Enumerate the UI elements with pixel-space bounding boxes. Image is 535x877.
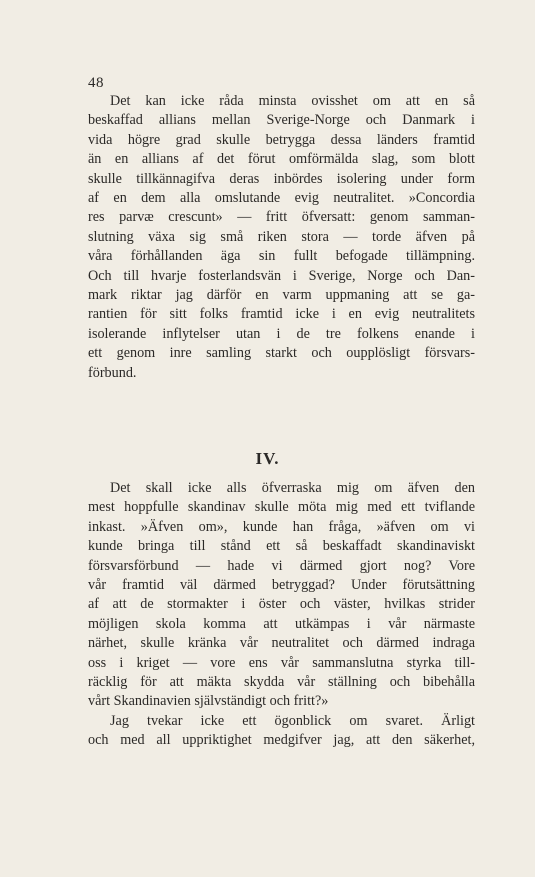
text-line: mark riktar jag därför en varm uppmaning att se ga-	[88, 287, 475, 304]
text-line: ett genom inre samling starkt och oupplösligt försvars-	[88, 345, 475, 362]
text-line: förbund.	[88, 364, 137, 381]
text-line: isolerande inflytelser utan i de tre folkens enande i	[88, 325, 475, 342]
text-line: möjligen skola komma att utkämpas i vår närmaste	[88, 615, 475, 632]
text-line: Det kan icke råda minsta ovisshet om att en så	[110, 93, 475, 109]
text-line: Och till hvarje fosterlandsvän i Sverige, Norge och Dan-	[88, 267, 475, 284]
text-line: närhet, skulle kränka vår neutralitet och därmed indraga	[88, 635, 475, 652]
text-line: Det skall icke alls öfverraska mig om äfven den	[110, 480, 475, 496]
text-line: vårt Skandinavien självständigt och fritt?»	[88, 693, 329, 710]
text-line: slutning växa sig små riken stora — torde äfven på	[88, 228, 475, 245]
text-line: af en dem alla omslutande evig neutralitet. »Concordia	[88, 190, 475, 207]
text-line: beskaffad allians mellan Sverige-Norge och Danmark i	[88, 112, 475, 129]
paragraph-1	[88, 92, 475, 383]
text-line: skulle tillkännagifva deras inbördes isolering under form	[88, 170, 475, 187]
text-line: våra förhållanden äga sin fullt befogade tillämpning.	[88, 248, 475, 265]
text-line: försvarsförbund — hade vi därmed gjort nog? Vore	[88, 557, 475, 574]
text-line: res parvæ crescunt» — fritt öfversatt: genom samman-	[88, 209, 475, 226]
page-number: 48	[88, 75, 104, 91]
text-line: rantien för sitt folks framtid icke i en evig neutralitets	[88, 306, 475, 323]
paragraph-2	[88, 479, 475, 751]
text-line: kunde bringa till stånd ett så beskaffadt skandinaviskt	[88, 538, 475, 555]
text-line: inkast. »Äfven om», kunde han fråga, »äfven om vi	[88, 518, 475, 535]
text-line: än en allians af det förut omförmälda slag, som blott	[88, 151, 475, 168]
text-line: Jag tvekar icke ett ögonblick om svaret. Ärligt	[110, 712, 475, 729]
text-line: vida högre grad skulle betrygga dessa länders framtid	[88, 131, 475, 148]
text-line: räcklig för att mäkta skydda vår ställning och bibehålla	[88, 674, 475, 691]
text-line: vår framtid väl därmed betryggad? Under förutsättning	[88, 577, 475, 594]
text-line: af att de stormakter i öster och väster, hvilkas strider	[88, 596, 475, 613]
section-heading: IV.	[255, 449, 280, 468]
text-line: och med all uppriktighet medgifver jag, att den säkerhet,	[88, 732, 475, 749]
text-line: mest hoppfulle skandinav skulle möta mig med ett tviflande	[88, 499, 475, 516]
text-line: oss i kriget — vore ens vår sammanslutna styrka till-	[88, 654, 475, 671]
